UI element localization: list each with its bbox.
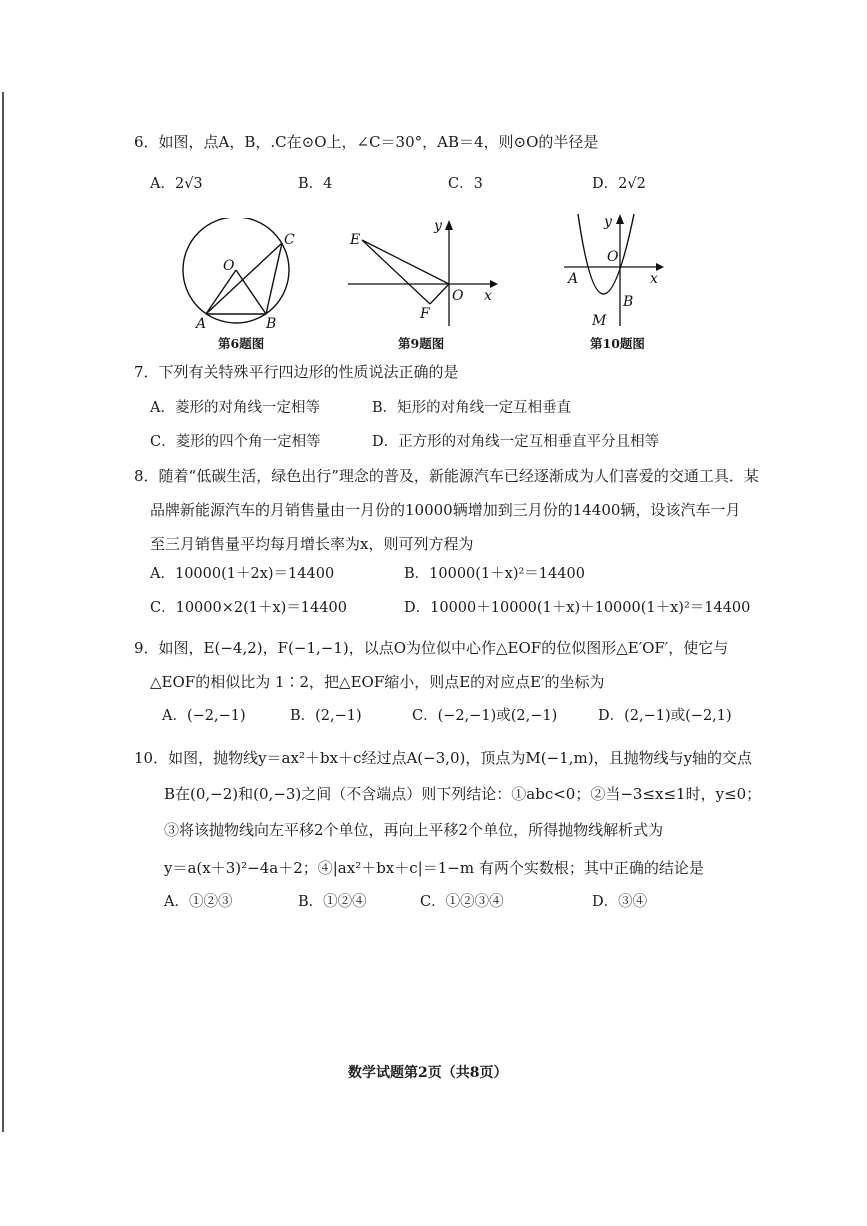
question-10-stem-line-2: B在(0,−2)和(0,−3)之间（不含端点）则下列结论：①abc<0；②当−3≤x≤1时，y≤0；: [164, 785, 762, 803]
label-f: F: [420, 306, 430, 322]
q10-option-b[interactable]: B．①②④: [298, 894, 367, 910]
q7-option-a[interactable]: A．菱形的对角线一定相等: [150, 400, 320, 416]
label-o: O: [223, 258, 235, 274]
label-b: B: [266, 316, 277, 332]
question-10-stem-line-3: ③将该抛物线向左平移2个单位，再向上平移2个单位，所得抛物线解析式为: [164, 821, 664, 839]
q8-option-d[interactable]: D．10000＋10000(1＋x)＋10000(1＋x)²＝14400: [404, 600, 751, 616]
figure-10-caption: 第10题图: [590, 336, 645, 351]
figure-9-coordinate-diagram: [340, 214, 500, 332]
q8-option-c[interactable]: C．10000×2(1＋x)＝14400: [150, 600, 347, 616]
label-e: E: [350, 232, 361, 248]
label-b: B: [623, 294, 634, 310]
question-9-stem-line-1: 9．如图，E(−4,2)，F(−1,−1)，以点O为位似中心作△EOF的位似图形△E′OF′，使它与: [134, 639, 729, 657]
question-7-stem: 7．下列有关特殊平行四边形的性质说法正确的是: [134, 363, 459, 381]
label-x: x: [650, 271, 658, 287]
q9-option-a[interactable]: A．(−2,−1): [162, 708, 246, 724]
label-m: M: [592, 313, 607, 329]
label-a: A: [568, 271, 579, 287]
figure-10-parabola-diagram: [560, 210, 670, 330]
q10-option-c[interactable]: C．①②③④: [420, 894, 504, 910]
question-10-stem-line-1: 10．如图，抛物线y＝ax²＋bx＋c经过点A(−3,0)，顶点为M(−1,m)，且抛物线与y轴的交点: [134, 749, 753, 767]
q6-option-b[interactable]: B．4: [298, 176, 333, 192]
page-footer: 数学试题第2页（共8页）: [348, 1065, 508, 1081]
label-y: y: [604, 214, 612, 230]
label-o: O: [607, 249, 619, 265]
q7-option-b[interactable]: B．矩形的对角线一定互相垂直: [372, 400, 572, 416]
label-y: y: [434, 218, 442, 234]
q7-option-c[interactable]: C．菱形的四个角一定相等: [150, 434, 321, 450]
q8-option-a[interactable]: A．10000(1＋2x)＝14400: [150, 566, 335, 582]
label-c: C: [284, 232, 295, 248]
label-x: x: [484, 288, 492, 304]
figure-6-caption: 第6题图: [218, 336, 265, 351]
question-9-stem-line-2: △EOF的相似比为 1∶2，把△EOF缩小，则点E的对应点E′的坐标为: [150, 673, 605, 691]
q6-option-d[interactable]: D．2√2: [592, 176, 646, 192]
question-8-stem-line-1: 8．随着“低碳生活，绿色出行”理念的普及，新能源汽车已经逐渐成为人们喜爱的交通工具．某: [134, 467, 759, 485]
scan-edge-line: [2, 92, 4, 1132]
q6-option-c[interactable]: C．3: [448, 176, 483, 192]
figure-6-circle-diagram: [178, 218, 308, 333]
q10-option-d[interactable]: D．③④: [592, 894, 648, 910]
q9-option-d[interactable]: D．(2,−1)或(−2,1): [598, 708, 732, 724]
label-o: O: [452, 288, 464, 304]
q10-option-a[interactable]: A．①②③: [164, 894, 233, 910]
question-6-stem: 6．如图，点A，B，.C在⊙O上，∠C＝30°，AB＝4，则⊙O的半径是: [134, 133, 599, 151]
q7-option-d[interactable]: D．正方形的对角线一定互相垂直平分且相等: [372, 434, 660, 450]
q8-option-b[interactable]: B．10000(1＋x)²＝14400: [404, 566, 585, 582]
question-10-stem-line-4: y＝a(x＋3)²−4a＋2；④|ax²＋bx＋c|＝1−m 有两个实数根；其中正确的结论是: [164, 859, 704, 877]
label-a: A: [196, 316, 207, 332]
question-8-stem-line-2: 品牌新能源汽车的月销售量由一月份的10000辆增加到三月份的14400辆，设该汽车一月: [150, 501, 741, 519]
question-8-stem-line-3: 至三月销售量平均每月增长率为x，则可列方程为: [150, 535, 474, 553]
q6-option-a[interactable]: A．2√3: [150, 176, 203, 192]
q9-option-c[interactable]: C．(−2,−1)或(2,−1): [412, 708, 558, 724]
figure-9-caption: 第9题图: [398, 336, 445, 351]
q9-option-b[interactable]: B．(2,−1): [290, 708, 362, 724]
